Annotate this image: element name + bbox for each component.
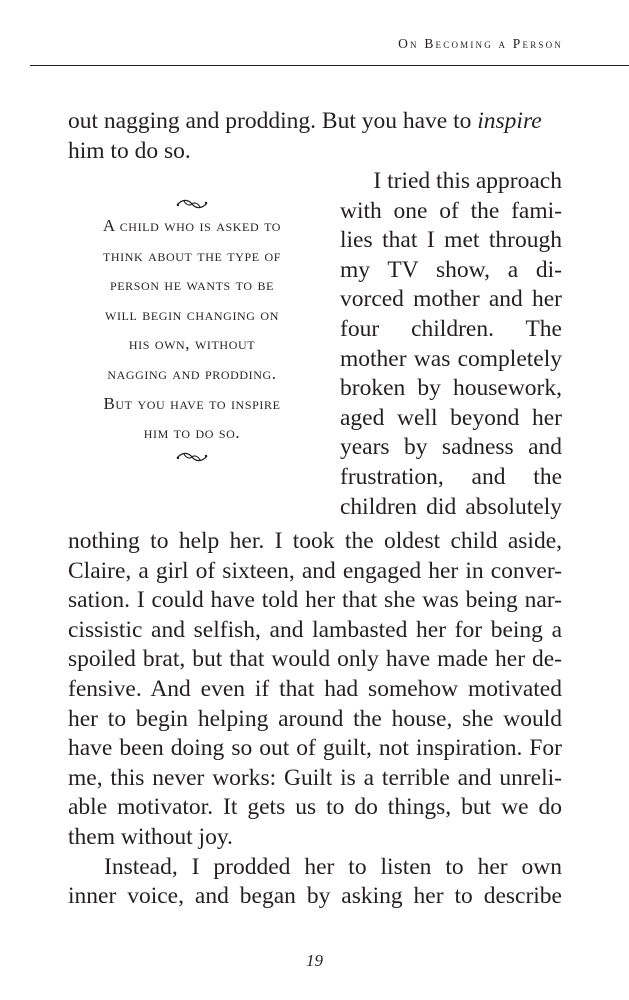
top-line-2: him to do so. (68, 137, 191, 164)
page-number: 19 (306, 951, 323, 970)
body-line: mother was completely (340, 345, 562, 372)
body-line: aged well beyond her (340, 404, 562, 431)
body-line: spoiled brat, but that would only have made her de- (68, 646, 562, 673)
body-line: I tried this approach (373, 168, 562, 194)
pull-quote-line: him to do so. (143, 423, 241, 443)
body-line: Claire, a girl of sixteen, and engaged her in conver- (68, 557, 562, 584)
body-line: able motivator. It gets us to do things, but we do (68, 794, 562, 821)
body-line: Instead, I prodded her to listen to her own (104, 853, 562, 880)
body-line: sation. I could have told her that she was being nar- (68, 587, 562, 614)
pull-quote-line: person he wants to be (109, 275, 275, 295)
pull-quote-line: think about the type of (102, 245, 282, 265)
body-line: lies that I met through (340, 227, 562, 254)
body-line: me, this never works: Guilt is a terrible and unreli- (68, 764, 562, 791)
body-line: have been doing so out of guilt, not inspiration. For (68, 735, 562, 762)
pull-quote-line: will begin changing on (105, 304, 279, 324)
body-line: inner voice, and began by asking her to describe (68, 883, 562, 910)
body-line: them without joy. (68, 823, 233, 850)
top-line-1-emphasis: inspire (477, 108, 542, 134)
body-line: her to begin helping around the house, she would (68, 705, 562, 732)
header-rule (30, 65, 629, 66)
body-line: years by sadness and (340, 434, 562, 461)
body-line: cissistic and selfish, and lambasted her for being a (68, 616, 562, 643)
body-line: frustration, and the (340, 463, 562, 490)
body-line: my TV show, a di- (340, 256, 562, 283)
body-line: four children. The (340, 315, 562, 342)
top-paragraph (68, 107, 562, 166)
narrow-column (340, 167, 562, 522)
full-width-body (68, 527, 562, 912)
body-line: broken by housework, (340, 375, 562, 402)
body-line: children did absolutely (340, 493, 562, 520)
top-line-1 (68, 107, 562, 137)
body-line: fensive. And even if that had somehow motivated (68, 675, 562, 702)
pull-quote-line: his own, without (128, 334, 256, 354)
pull-quote-line: But you have to inspire (103, 393, 281, 413)
body-line: with one of the fami- (340, 197, 562, 224)
pull-quote (68, 197, 316, 464)
top-line-1-text: out nagging and prodding. But you have to (68, 108, 478, 134)
pull-quote-line: A child who is asked to (102, 216, 282, 235)
pull-quote-line: nagging and prodding. (107, 363, 277, 383)
body-line: nothing to help her. I took the oldest child aside, (68, 528, 562, 554)
fleuron-ornament-icon (174, 197, 210, 211)
body-line: vorced mother and her (340, 286, 562, 313)
running-head: On Becoming a Person (398, 36, 563, 51)
fleuron-ornament-icon (174, 450, 210, 464)
